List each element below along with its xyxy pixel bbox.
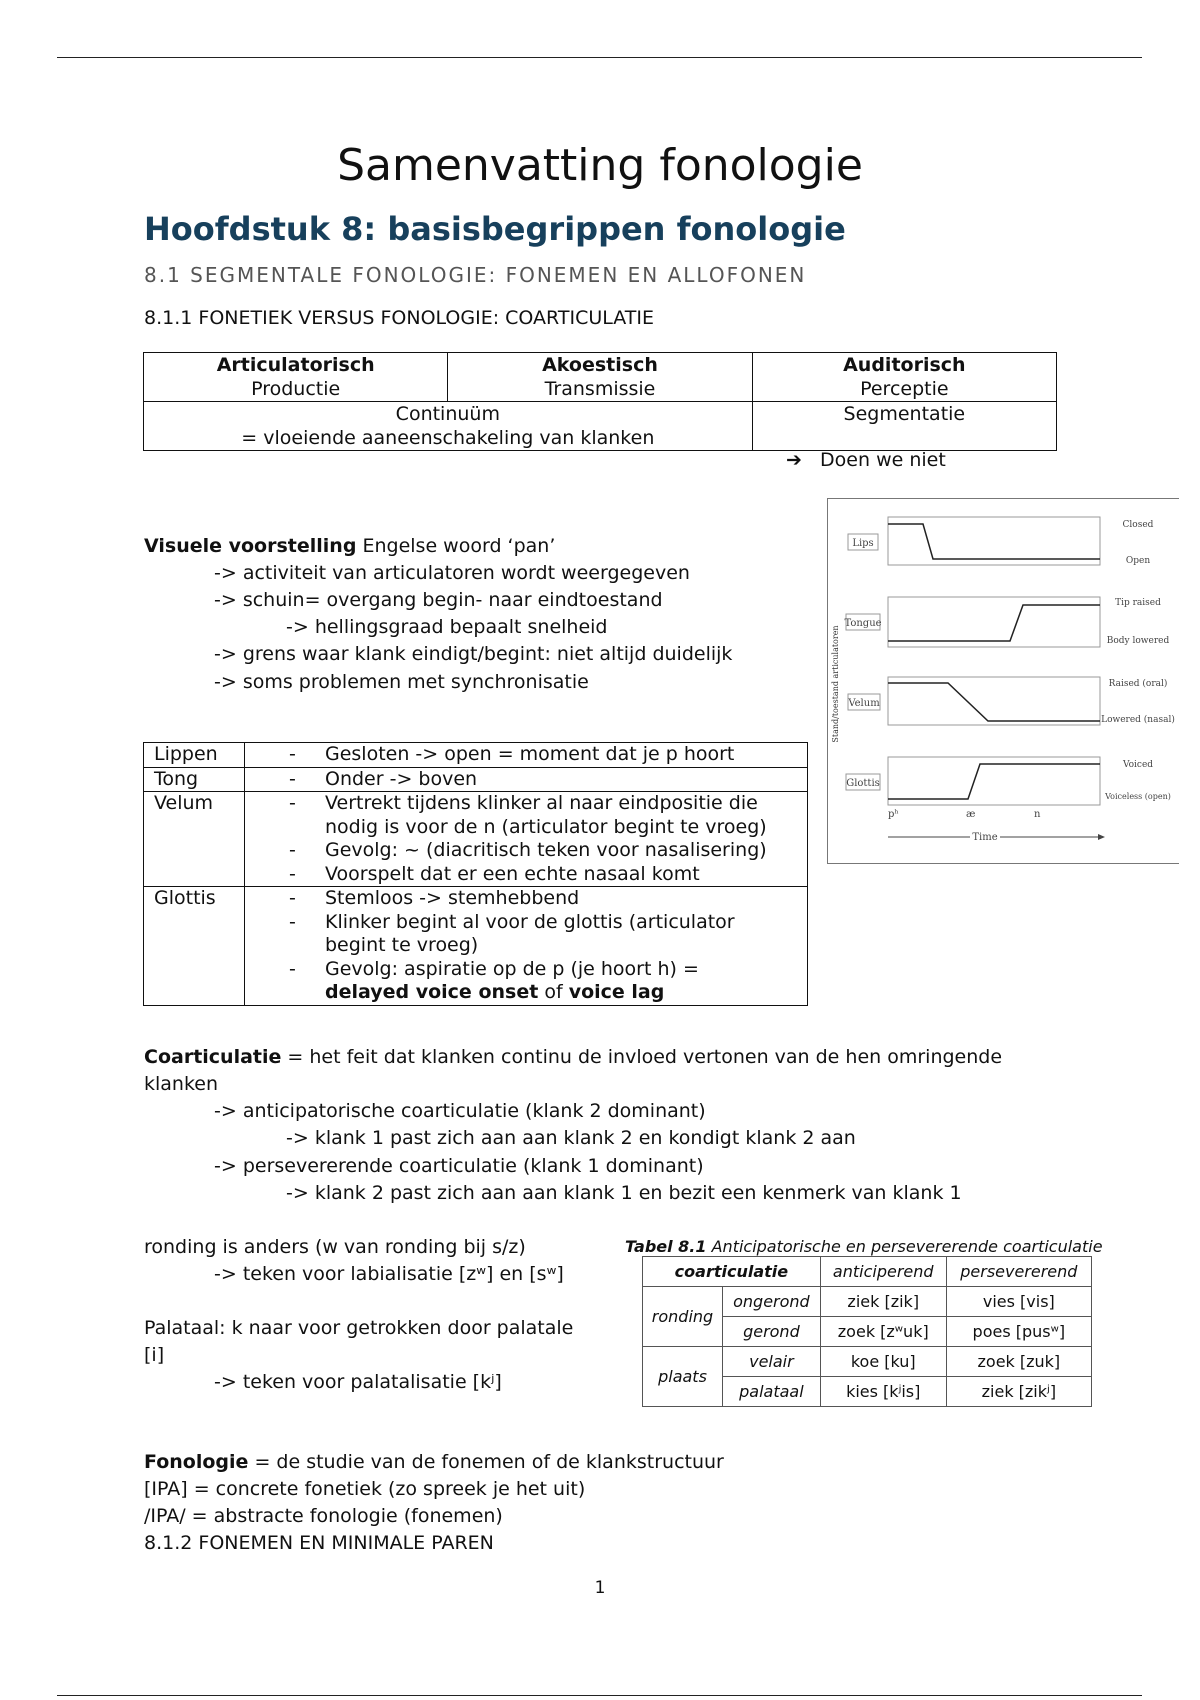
articulator-note: - Klinker begint al voor de glottis (articulator begint te vroeg) bbox=[325, 911, 797, 958]
ronding-line: -> teken voor labialisatie [zʷ] en [sʷ] bbox=[214, 1263, 564, 1285]
velum-bottom-label: Lowered (nasal) bbox=[1101, 715, 1175, 725]
table1-cell-auditorisch: Auditorisch Perceptie bbox=[752, 353, 1056, 402]
subsection-heading: 8.1.1 FONETIEK VERSUS FONOLOGIE: COARTICULATIE bbox=[144, 307, 655, 329]
document-title: Samenvatting fonologie bbox=[337, 140, 863, 191]
articulator-name: Velum bbox=[144, 792, 245, 887]
articulator-note: - Gevolg: ~ (diacritisch teken voor nasalisering) bbox=[325, 839, 797, 863]
articulation-table bbox=[143, 352, 1057, 451]
velum-trace bbox=[888, 683, 1100, 721]
section-heading: 8.1 SEGMENTALE FONOLOGIE: FONEMEN EN ALLOFONEN bbox=[144, 263, 807, 287]
table3-caption: Tabel 8.1 Anticipatorische en persevererende coarticulatie bbox=[625, 1237, 1103, 1256]
row-subtype: ongerond bbox=[723, 1287, 821, 1317]
articulator-name: Glottis bbox=[144, 887, 245, 1006]
note-doen-we-niet: ➔ Doen we niet bbox=[786, 449, 946, 471]
group-plaats: plaats bbox=[643, 1347, 723, 1407]
header-persevererend: persevererend bbox=[946, 1257, 1091, 1287]
visual-line: -> grens waar klank eindigt/begint: niet altijd duidelijk bbox=[214, 643, 733, 665]
example-persevererend: vies [vis] bbox=[946, 1287, 1091, 1317]
visual-line: -> activiteit van articulatoren wordt weergegeven bbox=[214, 562, 690, 584]
coart-line: -> persevererende coarticulatie (klank 1 dominant) bbox=[214, 1155, 704, 1177]
tongue-top-label: Tip raised bbox=[1115, 598, 1161, 608]
coarticulatie-definition: Coarticulatie = het feit dat klanken continu de invloed vertonen van de hen omringende bbox=[144, 1046, 1003, 1068]
time-arrow-icon bbox=[1098, 834, 1105, 840]
ronding-line: -> teken voor palatalisatie [kʲ] bbox=[214, 1371, 502, 1393]
segment-label: æ bbox=[966, 809, 976, 820]
coart-line: -> klank 2 past zich aan aan klank 1 en bezit een kenmerk van klank 1 bbox=[286, 1182, 962, 1204]
row-subtype: gerond bbox=[723, 1317, 821, 1347]
glottis-bottom-label: Voiceless (open) bbox=[1105, 792, 1171, 801]
visual-heading: Visuele voorstelling Engelse woord ‘pan’ bbox=[144, 535, 556, 557]
fonologie-line: [IPA] = concrete fonetiek (zo spreek je het uit) bbox=[144, 1478, 586, 1500]
group-ronding: ronding bbox=[643, 1287, 723, 1347]
header-anticiperend: anticiperend bbox=[820, 1257, 946, 1287]
row-subtype: palataal bbox=[723, 1377, 821, 1407]
bottom-rule bbox=[57, 1695, 1142, 1696]
coarticulation-table bbox=[642, 1256, 1092, 1407]
articulator-note: - Voorspelt dat er een echte nasaal komt bbox=[325, 863, 797, 887]
example-persevererend: zoek [zuk] bbox=[946, 1347, 1091, 1377]
example-anticiperend: zoek [zʷuk] bbox=[820, 1317, 946, 1347]
visual-line: -> soms problemen met synchronisatie bbox=[214, 671, 589, 693]
articulator-name: Lippen bbox=[144, 743, 245, 768]
articulator-note: - Stemloos -> stemhebbend bbox=[325, 887, 797, 911]
table1-cell-articulatorisch: Articulatorisch Productie bbox=[144, 353, 448, 402]
arrow-icon: ➔ bbox=[786, 449, 802, 471]
articulator-timing-figure bbox=[827, 498, 1179, 864]
time-label: Time bbox=[972, 832, 998, 843]
example-persevererend: poes [pusʷ] bbox=[946, 1317, 1091, 1347]
glottis-top-label: Voiced bbox=[1122, 760, 1154, 770]
velum-top-label: Raised (oral) bbox=[1108, 679, 1168, 689]
coarticulatie-definition-cont: klanken bbox=[144, 1073, 219, 1095]
top-rule bbox=[57, 57, 1142, 58]
segment-label: pʰ bbox=[888, 809, 899, 820]
velum-panel bbox=[888, 677, 1100, 725]
lips-label: Lips bbox=[852, 538, 874, 549]
articulator-table bbox=[143, 742, 808, 1006]
velum-label: Velum bbox=[848, 698, 880, 709]
header-coarticulatie: coarticulatie bbox=[643, 1257, 821, 1287]
ronding-line: Palataal: k naar voor getrokken door palatale bbox=[144, 1317, 574, 1339]
example-anticiperend: ziek [zik] bbox=[820, 1287, 946, 1317]
coart-line: -> klank 1 past zich aan aan klank 2 en kondigt klank 2 aan bbox=[286, 1127, 856, 1149]
row-subtype: velair bbox=[723, 1347, 821, 1377]
lips-bottom-label: Open bbox=[1125, 556, 1151, 566]
lips-trace bbox=[888, 524, 1100, 559]
lips-top-label: Closed bbox=[1122, 520, 1154, 530]
ronding-line: ronding is anders (w van ronding bij s/z) bbox=[144, 1236, 526, 1258]
chapter-heading: Hoofdstuk 8: basisbegrippen fonologie bbox=[144, 210, 846, 248]
glottis-trace bbox=[888, 764, 1100, 799]
visual-line: -> schuin= overgang begin- naar eindtoestand bbox=[214, 589, 663, 611]
glottis-label: Glottis bbox=[846, 778, 880, 789]
fonologie-line: /IPA/ = abstracte fonologie (fonemen) bbox=[144, 1505, 503, 1527]
ronding-line: [i] bbox=[144, 1344, 165, 1366]
table1-cell-continuum: Continuüm = vloeiende aaneenschakeling van klanken bbox=[144, 402, 753, 451]
table1-cell-akoestisch: Akoestisch Transmissie bbox=[448, 353, 752, 402]
articulator-note: - Gevolg: aspiratie op de p (je hoort h) = delayed voice onset of voice lag bbox=[325, 958, 797, 1005]
tongue-label: Tongue bbox=[844, 618, 882, 629]
example-persevererend: ziek [zikʲ] bbox=[946, 1377, 1091, 1407]
example-anticiperend: koe [ku] bbox=[820, 1347, 946, 1377]
articulator-note: - Onder -> boven bbox=[325, 768, 797, 792]
page-number: 1 bbox=[594, 1578, 606, 1598]
articulator-name: Tong bbox=[144, 767, 245, 792]
fonologie-definition: Fonologie = de studie van de fonemen of de klankstructuur bbox=[144, 1451, 724, 1473]
tongue-trace bbox=[888, 605, 1100, 641]
segment-label: n bbox=[1034, 809, 1041, 820]
visual-line: -> hellingsgraad bepaalt snelheid bbox=[286, 616, 608, 638]
table1-cell-segmentatie: Segmentatie bbox=[752, 402, 1056, 451]
tongue-bottom-label: Body lowered bbox=[1106, 636, 1170, 646]
coart-line: -> anticipatorische coarticulatie (klank 2 dominant) bbox=[214, 1100, 706, 1122]
articulator-timing-svg bbox=[828, 499, 1180, 865]
y-axis-label: Stand/toestand articulatoren bbox=[831, 625, 840, 743]
articulator-note: - Vertrekt tijdens klinker al naar eindpositie die nodig is voor de n (articulator begint te vroeg) bbox=[325, 792, 797, 839]
subsection-heading-812: 8.1.2 FONEMEN EN MINIMALE PAREN bbox=[144, 1532, 494, 1554]
articulator-note: - Gesloten -> open = moment dat je p hoort bbox=[325, 743, 797, 767]
example-anticiperend: kies [kʲis] bbox=[820, 1377, 946, 1407]
